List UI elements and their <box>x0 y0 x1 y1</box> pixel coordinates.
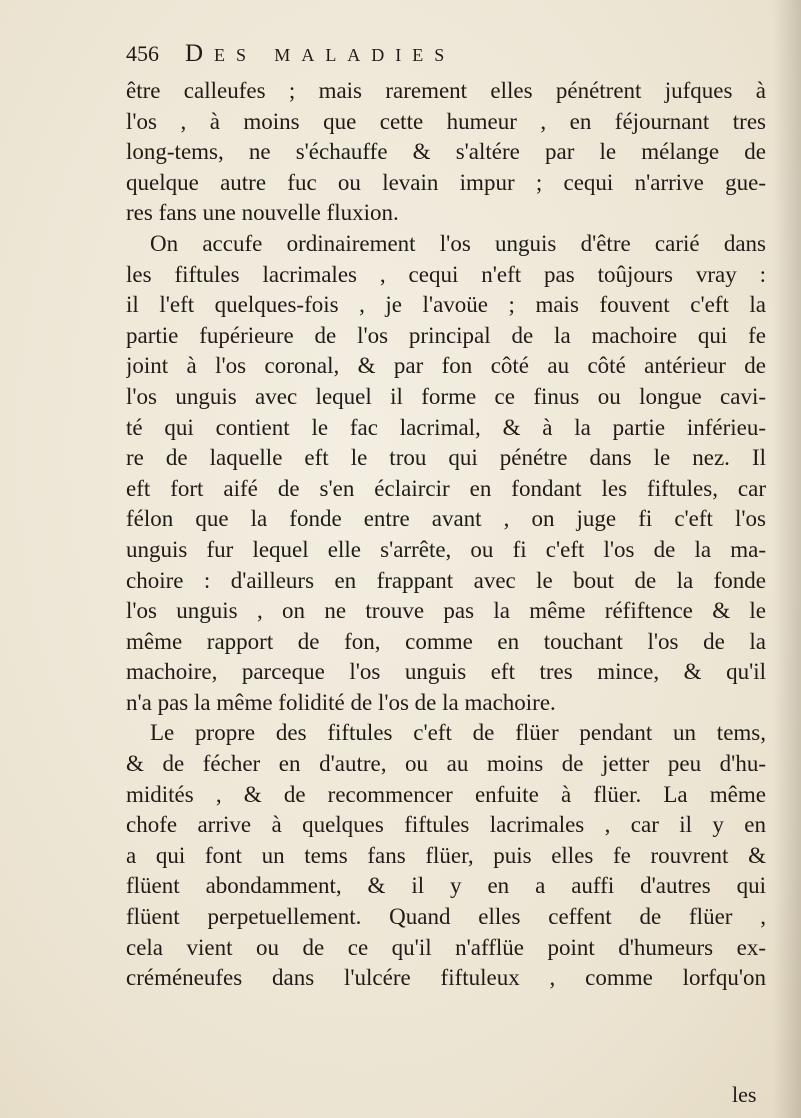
text-line: l'os unguis avec lequel il forme ce finus ou longue cavi- <box>126 383 766 409</box>
text-line: même rapport de fon, comme en touchant l'os de la <box>126 628 766 654</box>
text-line: res fans une nouvelle fluxion. <box>126 200 399 226</box>
text-line: On accufe ordinairement l'os unguis d'être carié dans <box>150 230 766 256</box>
text-line: les fiftules lacrimales , cequi n'eft pas toûjours vray : <box>126 261 766 287</box>
text-line: chofe arrive à quelques fiftules lacrimales , car il y en <box>126 812 766 838</box>
catchword: les <box>732 1082 757 1107</box>
text-line: unguis fur lequel elle s'arrête, ou fi c'eft l'os de la ma- <box>126 536 766 562</box>
text-line: flüent abondamment, & il y en a auffi d'autres qui <box>126 873 766 899</box>
text-line: & de fécher en d'autre, ou au moins de jetter peu d'hu- <box>126 751 766 777</box>
text-line: n'a pas la même folidité de l'os de la machoire. <box>126 689 556 715</box>
text-line: Le propre des fiftules c'eft de flüer pendant un tems, <box>150 720 766 746</box>
page-number: 456 <box>126 41 159 66</box>
text-line: l'os unguis , on ne trouve pas la même réfiftence & le <box>126 598 766 624</box>
text-line: midités , & de recommencer enfuite à flüer. La même <box>126 781 766 807</box>
text-line: re de laquelle eft le trou qui pénétre dans le nez. Il <box>126 445 766 471</box>
running-title: Des maladies <box>185 40 456 67</box>
text-line: quelque autre fuc ou levain impur ; cequi n'arrive gue- <box>126 169 766 195</box>
body-text <box>126 76 766 994</box>
text-line: flüent perpetuellement. Quand elles ceffent de flüer , <box>126 904 766 930</box>
text-line: cela vient ou de ce qu'il n'afflüe point d'humeurs ex- <box>126 934 766 960</box>
text-line: créméneufes dans l'ulcére fiftuleux , comme lorfqu'on <box>126 965 766 991</box>
text-line: partie fupérieure de l'os principal de la machoire qui fe <box>126 322 766 348</box>
text-line: l'os , à moins que cette humeur , en féjournant tres <box>126 108 766 134</box>
text-line: joint à l'os coronal, & par fon côté au côté antérieur de <box>126 353 766 379</box>
text-line: il l'eft quelques-fois , je l'avoüe ; mais fouvent c'eft la <box>126 292 766 318</box>
text-line: être calleufes ; mais rarement elles pénétrent jufques à <box>126 78 766 103</box>
page-edge-shadow <box>773 0 801 1118</box>
text-line: eft fort aifé de s'en éclaircir en fondant les fiftules, car <box>126 475 766 501</box>
text-line: té qui contient le fac lacrimal, & à la partie inférieu- <box>126 414 766 440</box>
text-line: a qui font un tems fans flüer, puis elles fe rouvrent & <box>126 842 766 868</box>
text-line: machoire, parceque l'os unguis eft tres mince, & qu'il <box>126 659 766 685</box>
text-line: choire : d'ailleurs en frappant avec le bout de la fonde <box>126 567 766 593</box>
text-line: félon que la fonde entre avant , on juge fi c'eft l'os <box>126 506 766 532</box>
running-head <box>126 40 686 74</box>
text-line: long-tems, ne s'échauffe & s'altére par le mélange de <box>126 139 766 165</box>
